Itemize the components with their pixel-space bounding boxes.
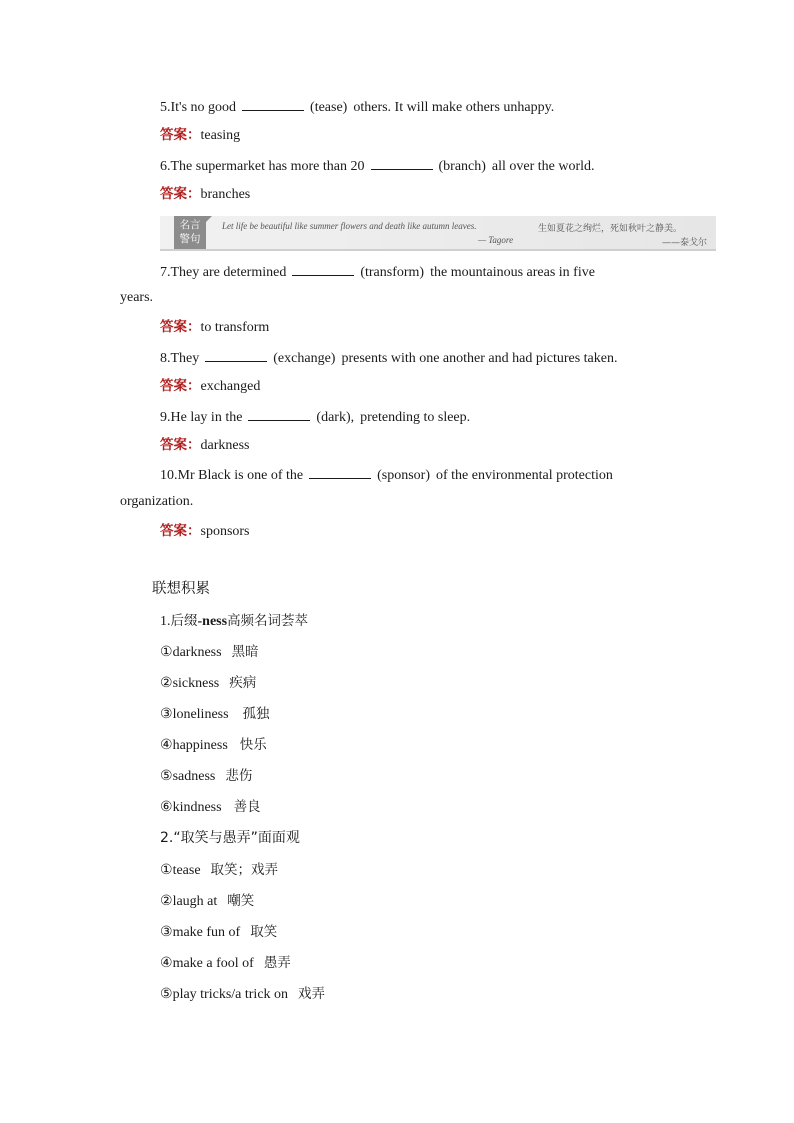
answer-text: exchanged [200, 379, 261, 394]
answer-label: 答案： [160, 186, 201, 202]
item-marker: ① [160, 863, 173, 878]
list-item [160, 861, 278, 880]
list-item [160, 643, 259, 662]
badge-tip [206, 216, 212, 222]
answer-6 [160, 185, 250, 204]
quote-banner [160, 216, 716, 251]
item-marker: ③ [160, 925, 173, 940]
item-chinese: 疾病 [229, 675, 257, 691]
list-item [160, 954, 291, 973]
question-text: others. It will make others unhappy. [353, 100, 555, 115]
question-text: years. [120, 290, 154, 305]
answer-blank [309, 465, 371, 479]
group-title-text: 后缀 [170, 613, 198, 629]
list-item [160, 767, 252, 786]
answer-text: darkness [200, 438, 250, 453]
answer-label: 答案： [160, 319, 201, 335]
item-chinese: 戏弄 [298, 986, 326, 1002]
question-text: They [170, 351, 200, 366]
answer-text: to transform [200, 320, 270, 335]
word-hint: (sponsor) [377, 468, 430, 483]
word-hint: (exchange) [273, 351, 336, 366]
question-7 [160, 262, 595, 282]
item-chinese: 取笑；戏弄 [210, 862, 279, 878]
question-text: of the environmental protection [435, 468, 613, 483]
question-6 [160, 156, 595, 176]
item-chinese: 善良 [233, 799, 261, 815]
item-english: kindness [172, 800, 222, 815]
group2-title: 2.“取笑与愚弄”面面观 [160, 830, 300, 846]
item-english: laugh at [172, 894, 218, 909]
answer-label: 答案： [160, 127, 201, 143]
list-item [160, 985, 325, 1004]
list-item [160, 923, 277, 942]
item-marker: ⑥ [160, 800, 173, 815]
question-text: the mountainous areas in five [430, 265, 595, 280]
answer-text: sponsors [200, 524, 250, 539]
item-english: make fun of [172, 925, 241, 940]
item-marker: ④ [160, 956, 173, 971]
question-text: presents with one another and had pictures taken. [341, 351, 618, 366]
answer-label: 答案： [160, 523, 201, 539]
answer-text: branches [200, 187, 251, 202]
item-chinese: 孤独 [242, 706, 270, 722]
item-english: loneliness [172, 707, 229, 722]
item-chinese: 愚弄 [263, 955, 291, 971]
word-hint: (transform) [360, 265, 425, 280]
item-chinese: 悲伤 [225, 768, 253, 784]
answer-10 [160, 522, 250, 541]
question-number: 8. [160, 351, 171, 366]
badge-text-bottom: 警句 [179, 233, 201, 245]
item-chinese: 嘲笑 [227, 893, 255, 909]
item-english: sadness [172, 769, 216, 784]
quote-chinese-author: ——泰戈尔 [662, 238, 708, 248]
item-chinese: 快乐 [239, 737, 267, 753]
question-number: 6. [160, 159, 171, 174]
answer-blank [242, 97, 304, 111]
answer-5 [160, 126, 240, 145]
item-marker: ④ [160, 738, 173, 753]
item-english: play tricks/a trick on [172, 987, 289, 1002]
item-marker: ③ [160, 707, 173, 722]
question-number: 9. [160, 410, 171, 425]
quote-english-author: — Tagore [478, 235, 514, 245]
answer-blank [248, 407, 310, 421]
group1-title [160, 612, 308, 631]
question-text: pretending to sleep. [360, 410, 471, 425]
word-hint: (dark), [316, 410, 355, 425]
question-text: He lay in the [170, 410, 243, 425]
item-chinese: 黑暗 [231, 644, 259, 660]
word-hint: (branch) [438, 159, 486, 174]
answer-8 [160, 377, 260, 396]
question-text: It's no good [170, 100, 237, 115]
group-title-suffix: -ness [197, 614, 228, 629]
answer-9 [160, 436, 250, 455]
list-item [160, 674, 256, 693]
list-item [160, 705, 270, 724]
question-number: 7. [160, 265, 171, 280]
answer-blank [371, 156, 433, 170]
item-marker: ① [160, 645, 173, 660]
question-7-continued [120, 289, 153, 307]
answer-7 [160, 318, 269, 337]
question-number: 5. [160, 100, 171, 115]
question-text: Mr Black is one of the [177, 468, 304, 483]
answer-text: teasing [200, 128, 241, 143]
item-english: make a fool of [172, 956, 254, 971]
question-number: 10. [160, 468, 178, 483]
item-english: sickness [172, 676, 220, 691]
word-hint: (tease) [310, 100, 348, 115]
question-10-continued [120, 493, 193, 511]
item-marker: ② [160, 676, 173, 691]
question-10 [160, 465, 613, 485]
answer-label: 答案： [160, 378, 201, 394]
list-item [160, 736, 267, 755]
group-number: 1. [160, 614, 171, 629]
quote-chinese: 生如夏花之绚烂，死如秋叶之静美。 [538, 224, 683, 234]
group-title-text: 高频名词荟萃 [227, 613, 309, 629]
question-9 [160, 407, 470, 427]
question-text: all over the world. [491, 159, 595, 174]
item-marker: ⑤ [160, 769, 173, 784]
quote-badge [174, 216, 206, 249]
question-8 [160, 348, 617, 368]
question-text: The supermarket has more than 20 [170, 159, 365, 174]
item-english: tease [172, 863, 201, 878]
badge-text-top: 名言 [179, 219, 201, 231]
section-title: 联想积累 [152, 581, 210, 597]
answer-label: 答案： [160, 437, 201, 453]
question-5 [160, 97, 554, 117]
question-text: organization. [120, 494, 194, 509]
item-english: darkness [172, 645, 222, 660]
list-item [160, 798, 261, 817]
item-marker: ⑤ [160, 987, 173, 1002]
answer-blank [205, 348, 267, 362]
question-text: They are determined [170, 265, 287, 280]
item-marker: ② [160, 894, 173, 909]
item-chinese: 取笑 [250, 924, 278, 940]
answer-blank [292, 262, 354, 276]
list-item [160, 892, 254, 911]
item-english: happiness [172, 738, 228, 753]
quote-english: Let life be beautiful like summer flowers and death like autumn leaves. [222, 221, 477, 231]
